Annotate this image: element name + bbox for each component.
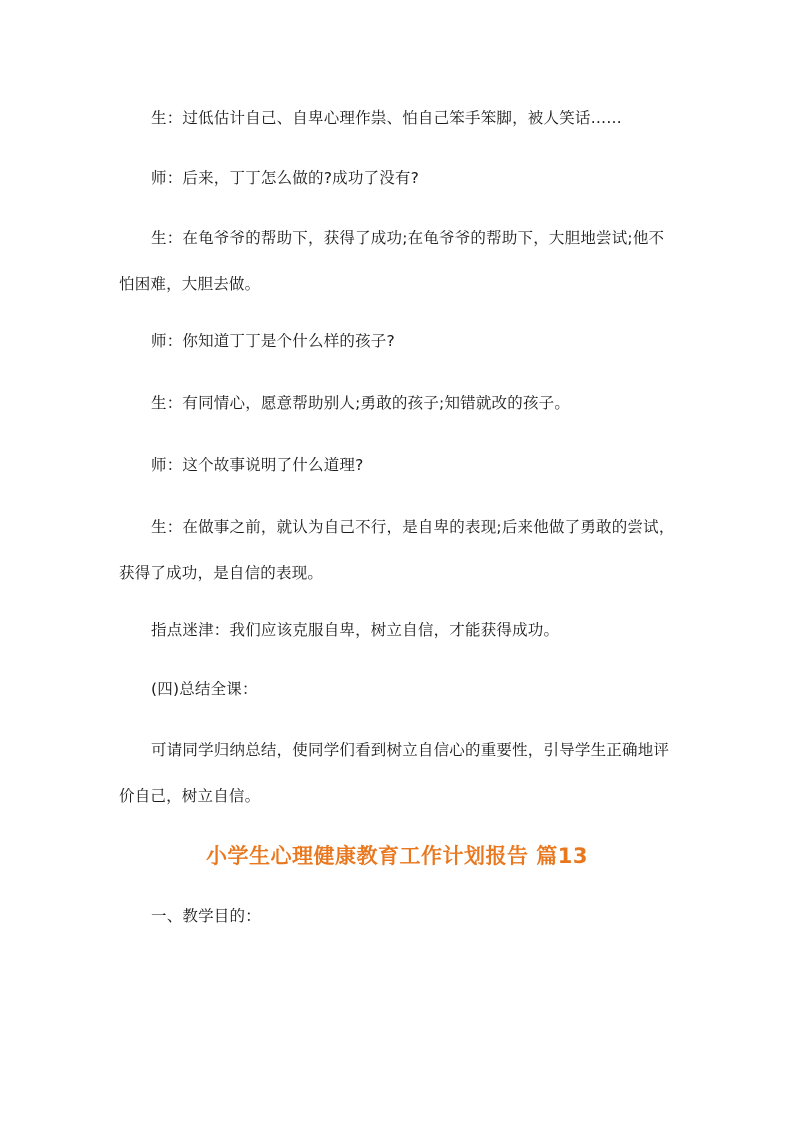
paragraph-student-answer-1: 生：过低估计自己、自卑心理作祟、怕自己笨手笨脚，被人笑话…… (151, 109, 623, 127)
paragraph-teaching-objective: 一、教学目的： (151, 907, 261, 925)
paragraph-teacher-question-3: 师：这个故事说明了什么道理? (151, 456, 364, 474)
paragraph-teacher-question-2: 师：你知道丁丁是个什么样的孩子? (151, 332, 395, 350)
paragraph-student-answer-3: 生：有同情心，愿意帮助别人;勇敢的孩子;知错就改的孩子。 (151, 394, 571, 412)
paragraph-teacher-question-1: 师：后来，丁丁怎么做的?成功了没有? (151, 169, 420, 187)
paragraph-summary-body: 可请同学归纳总结，使同学们看到树立自信心的重要性，引导学生正确地评价自己，树立自信。 (119, 741, 670, 805)
paragraph-student-answer-4: 生：在做事之前，就认为自己不行，是自卑的表现;后来他做了勇敢的尝试，获得了成功，是自信的表现。 (119, 518, 675, 582)
paragraph-guidance: 指点迷津：我们应该克服自卑，树立自信，才能获得成功。 (151, 621, 560, 639)
paragraph-summary-heading: (四)总结全课： (151, 680, 258, 698)
section-heading: 小学生心理健康教育工作计划报告 篇13 (205, 844, 589, 868)
paragraph-student-answer-2: 生：在龟爷爷的帮助下，获得了成功;在龟爷爷的帮助下，大胆地尝试;他不怕困难，大胆去做。 (119, 229, 665, 293)
